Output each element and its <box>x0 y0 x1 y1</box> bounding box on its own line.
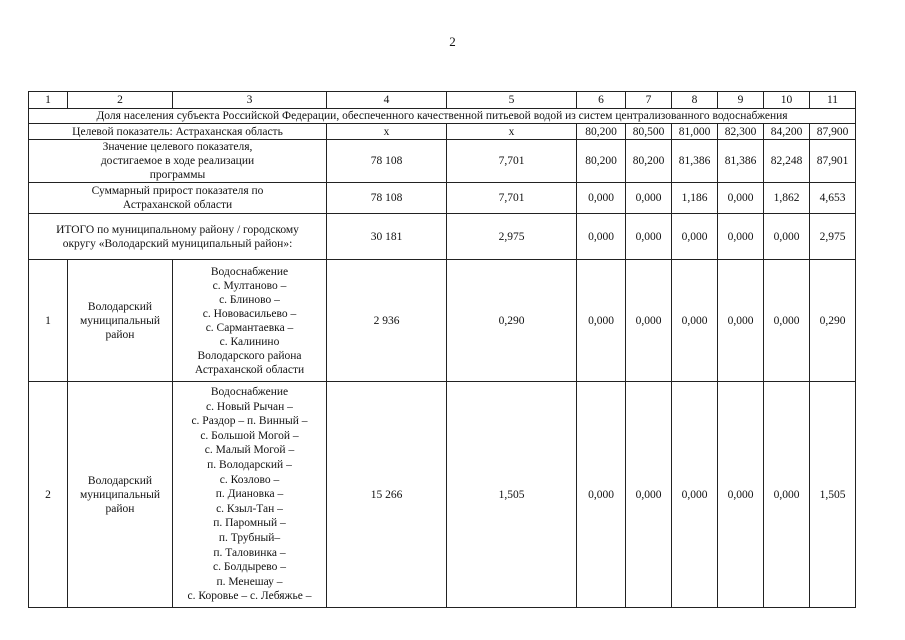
cell-value: 80,200 <box>626 140 672 183</box>
cell-value: 80,200 <box>577 124 626 140</box>
header-row <box>29 92 856 109</box>
row-number: 1 <box>29 260 68 382</box>
district-name: Володарский муниципальный район <box>68 382 173 608</box>
cell-value: 78 108 <box>327 140 447 183</box>
cell-value: 0,000 <box>626 214 672 260</box>
col-header: 3 <box>173 92 327 109</box>
cell-value: 30 181 <box>327 214 447 260</box>
cell-value: х <box>327 124 447 140</box>
table-row <box>29 260 856 382</box>
cell-value: 80,200 <box>577 140 626 183</box>
title-row <box>29 109 856 124</box>
page-number: 2 <box>449 34 456 49</box>
cell-value: 0,000 <box>626 260 672 382</box>
indicator-title: Доля населения субъекта Российской Федерации, обеспеченного качественной питьевой водой из систем централизованного водоснабжения <box>29 109 856 124</box>
cell-value: 1,505 <box>810 382 856 608</box>
row-label: Целевой показатель: Астраханская область <box>29 124 327 140</box>
cell-value: 81,386 <box>718 140 764 183</box>
cell-value: 81,000 <box>672 124 718 140</box>
cell-value: 0,000 <box>672 214 718 260</box>
cell-value: 7,701 <box>447 183 577 214</box>
row-label: Значение целевого показателя, достигаемое в ходе реализации программы <box>29 140 327 183</box>
cell-value: 0,000 <box>718 382 764 608</box>
row-number: 2 <box>29 382 68 608</box>
table-row <box>29 382 856 608</box>
cell-value: 82,300 <box>718 124 764 140</box>
total-row <box>29 214 856 260</box>
cell-value: 0,000 <box>764 214 810 260</box>
cell-value: 0,000 <box>577 260 626 382</box>
cell-value: 2 936 <box>327 260 447 382</box>
cell-value: 82,248 <box>764 140 810 183</box>
cell-value: 2,975 <box>447 214 577 260</box>
cell-value: 0,000 <box>577 382 626 608</box>
cell-value: 0,000 <box>764 382 810 608</box>
cell-value: 0,290 <box>447 260 577 382</box>
cell-value: 81,386 <box>672 140 718 183</box>
col-header: 7 <box>626 92 672 109</box>
cell-value: 84,200 <box>764 124 810 140</box>
cell-value: 0,000 <box>764 260 810 382</box>
col-header: 5 <box>447 92 577 109</box>
cell-value: 80,500 <box>626 124 672 140</box>
cell-value: х <box>447 124 577 140</box>
cell-value: 7,701 <box>447 140 577 183</box>
cell-value: 87,900 <box>810 124 856 140</box>
summary-row <box>29 183 856 214</box>
col-header: 9 <box>718 92 764 109</box>
cell-value: 0,000 <box>577 183 626 214</box>
cell-value: 0,000 <box>718 183 764 214</box>
summary-row <box>29 124 856 140</box>
indicator-table <box>28 91 856 608</box>
cell-value: 0,000 <box>718 214 764 260</box>
col-header: 10 <box>764 92 810 109</box>
col-header: 2 <box>68 92 173 109</box>
object-name: Водоснабжение с. Новый Рычан – с. Раздор – п. Винный – с. Большой Могой – с. Малый Могой – п. Володарский – с. Козлово – п. Диановка – с. Кзыл-Тан – п. Паромный – п. Трубный– п. Таловинка – с. Болдырево – п. Менешау – с. Коровье – с. Лебяжье – <box>173 382 327 608</box>
district-name: Володарский муниципальный район <box>68 260 173 382</box>
cell-value: 1,186 <box>672 183 718 214</box>
cell-value: 0,000 <box>626 382 672 608</box>
object-name: Водоснабжение с. Мултаново – с. Блиново – с. Нововасильево – с. Сармантаевка – с. Калинино Володарского района Астраханской области <box>173 260 327 382</box>
cell-value: 1,862 <box>764 183 810 214</box>
cell-value: 87,901 <box>810 140 856 183</box>
cell-value: 78 108 <box>327 183 447 214</box>
col-header: 6 <box>577 92 626 109</box>
cell-value: 0,000 <box>718 260 764 382</box>
cell-value: 15 266 <box>327 382 447 608</box>
col-header: 4 <box>327 92 447 109</box>
cell-value: 0,000 <box>626 183 672 214</box>
cell-value: 4,653 <box>810 183 856 214</box>
cell-value: 1,505 <box>447 382 577 608</box>
cell-value: 0,000 <box>577 214 626 260</box>
cell-value: 0,000 <box>672 260 718 382</box>
col-header: 11 <box>810 92 856 109</box>
col-header: 8 <box>672 92 718 109</box>
row-label: ИТОГО по муниципальному району / городскому округу «Володарский муниципальный район»: <box>29 214 327 260</box>
cell-value: 2,975 <box>810 214 856 260</box>
cell-value: 0,000 <box>672 382 718 608</box>
cell-value: 0,290 <box>810 260 856 382</box>
summary-row <box>29 140 856 183</box>
col-header: 1 <box>29 92 68 109</box>
row-label: Суммарный прирост показателя по Астраханской области <box>29 183 327 214</box>
